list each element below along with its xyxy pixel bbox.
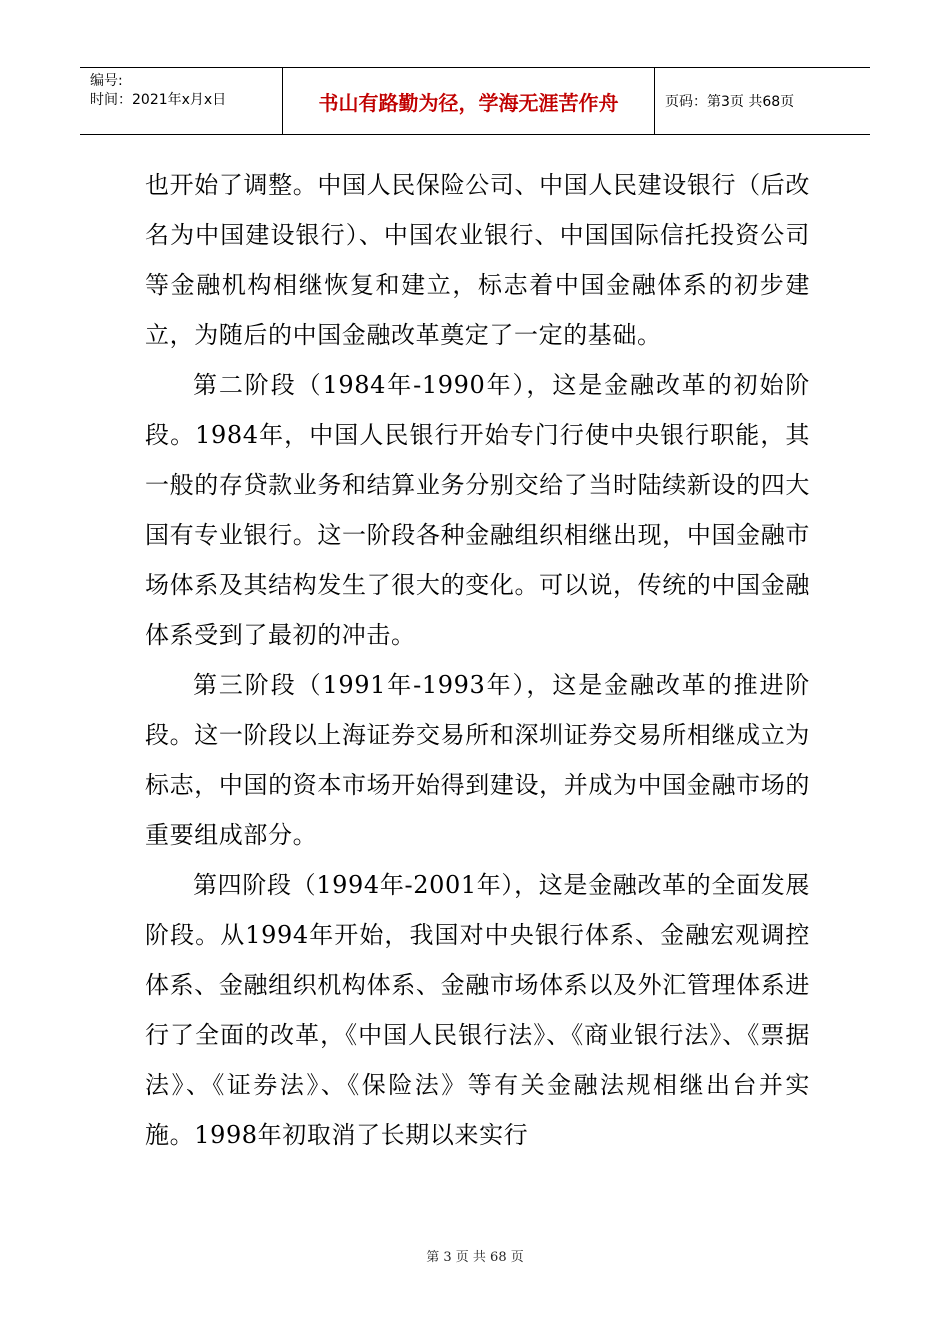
paragraph-stage-three: 第三阶段（1991年-1993年），这是金融改革的推进阶段。这一阶段以上海证券交易所和深圳证券交易所相继成立为标志，中国的资本市场开始得到建设，并成为中国金融市场的重要组成部分。	[145, 671, 810, 849]
time-label: 时间：2021年x月x日	[90, 92, 227, 108]
header-meta	[80, 68, 283, 134]
paragraph-continued: 也开始了调整。中国人民保险公司、中国人民建设银行（后改名为中国建设银行）、中国农业银行、中国国际信托投资公司等金融机构相继恢复和建立，标志着中国金融体系的初步建立，为随后的中国金融改革奠定了一定的基础。	[145, 171, 810, 349]
header-page-info: 页码：第3页 共68页	[665, 94, 795, 110]
document-body	[145, 160, 810, 1160]
header-motto: 书山有路勤为径，学海无涯苦作舟	[283, 68, 655, 134]
paragraph-stage-four: 第四阶段（1994年-2001年），这是金融改革的全面发展阶段。从1994年开始，我国对中央银行体系、金融宏观调控体系、金融组织机构体系、金融市场体系以及外汇管理体系进行了全面的改革，《中国人民银行法》、《商业银行法》、《票据法》、《证券法》、《保险法》等有关金融法规相继出台并实施。1998年初取消了长期以来实行	[145, 871, 810, 1149]
document-header	[80, 67, 870, 135]
page-footer: 第 3 页 共 68 页	[426, 1250, 524, 1265]
number-label: 编号:	[90, 73, 123, 89]
paragraph-stage-two: 第二阶段（1984年-1990年），这是金融改革的初始阶段。1984年，中国人民银行开始专门行使中央银行职能，其一般的存贷款业务和结算业务分别交给了当时陆续新设的四大国有专业银行。这一阶段各种金融组织相继出现，中国金融市场体系及其结构发生了很大的变化。可以说，传统的中国金融体系受到了最初的冲击。	[145, 371, 810, 649]
